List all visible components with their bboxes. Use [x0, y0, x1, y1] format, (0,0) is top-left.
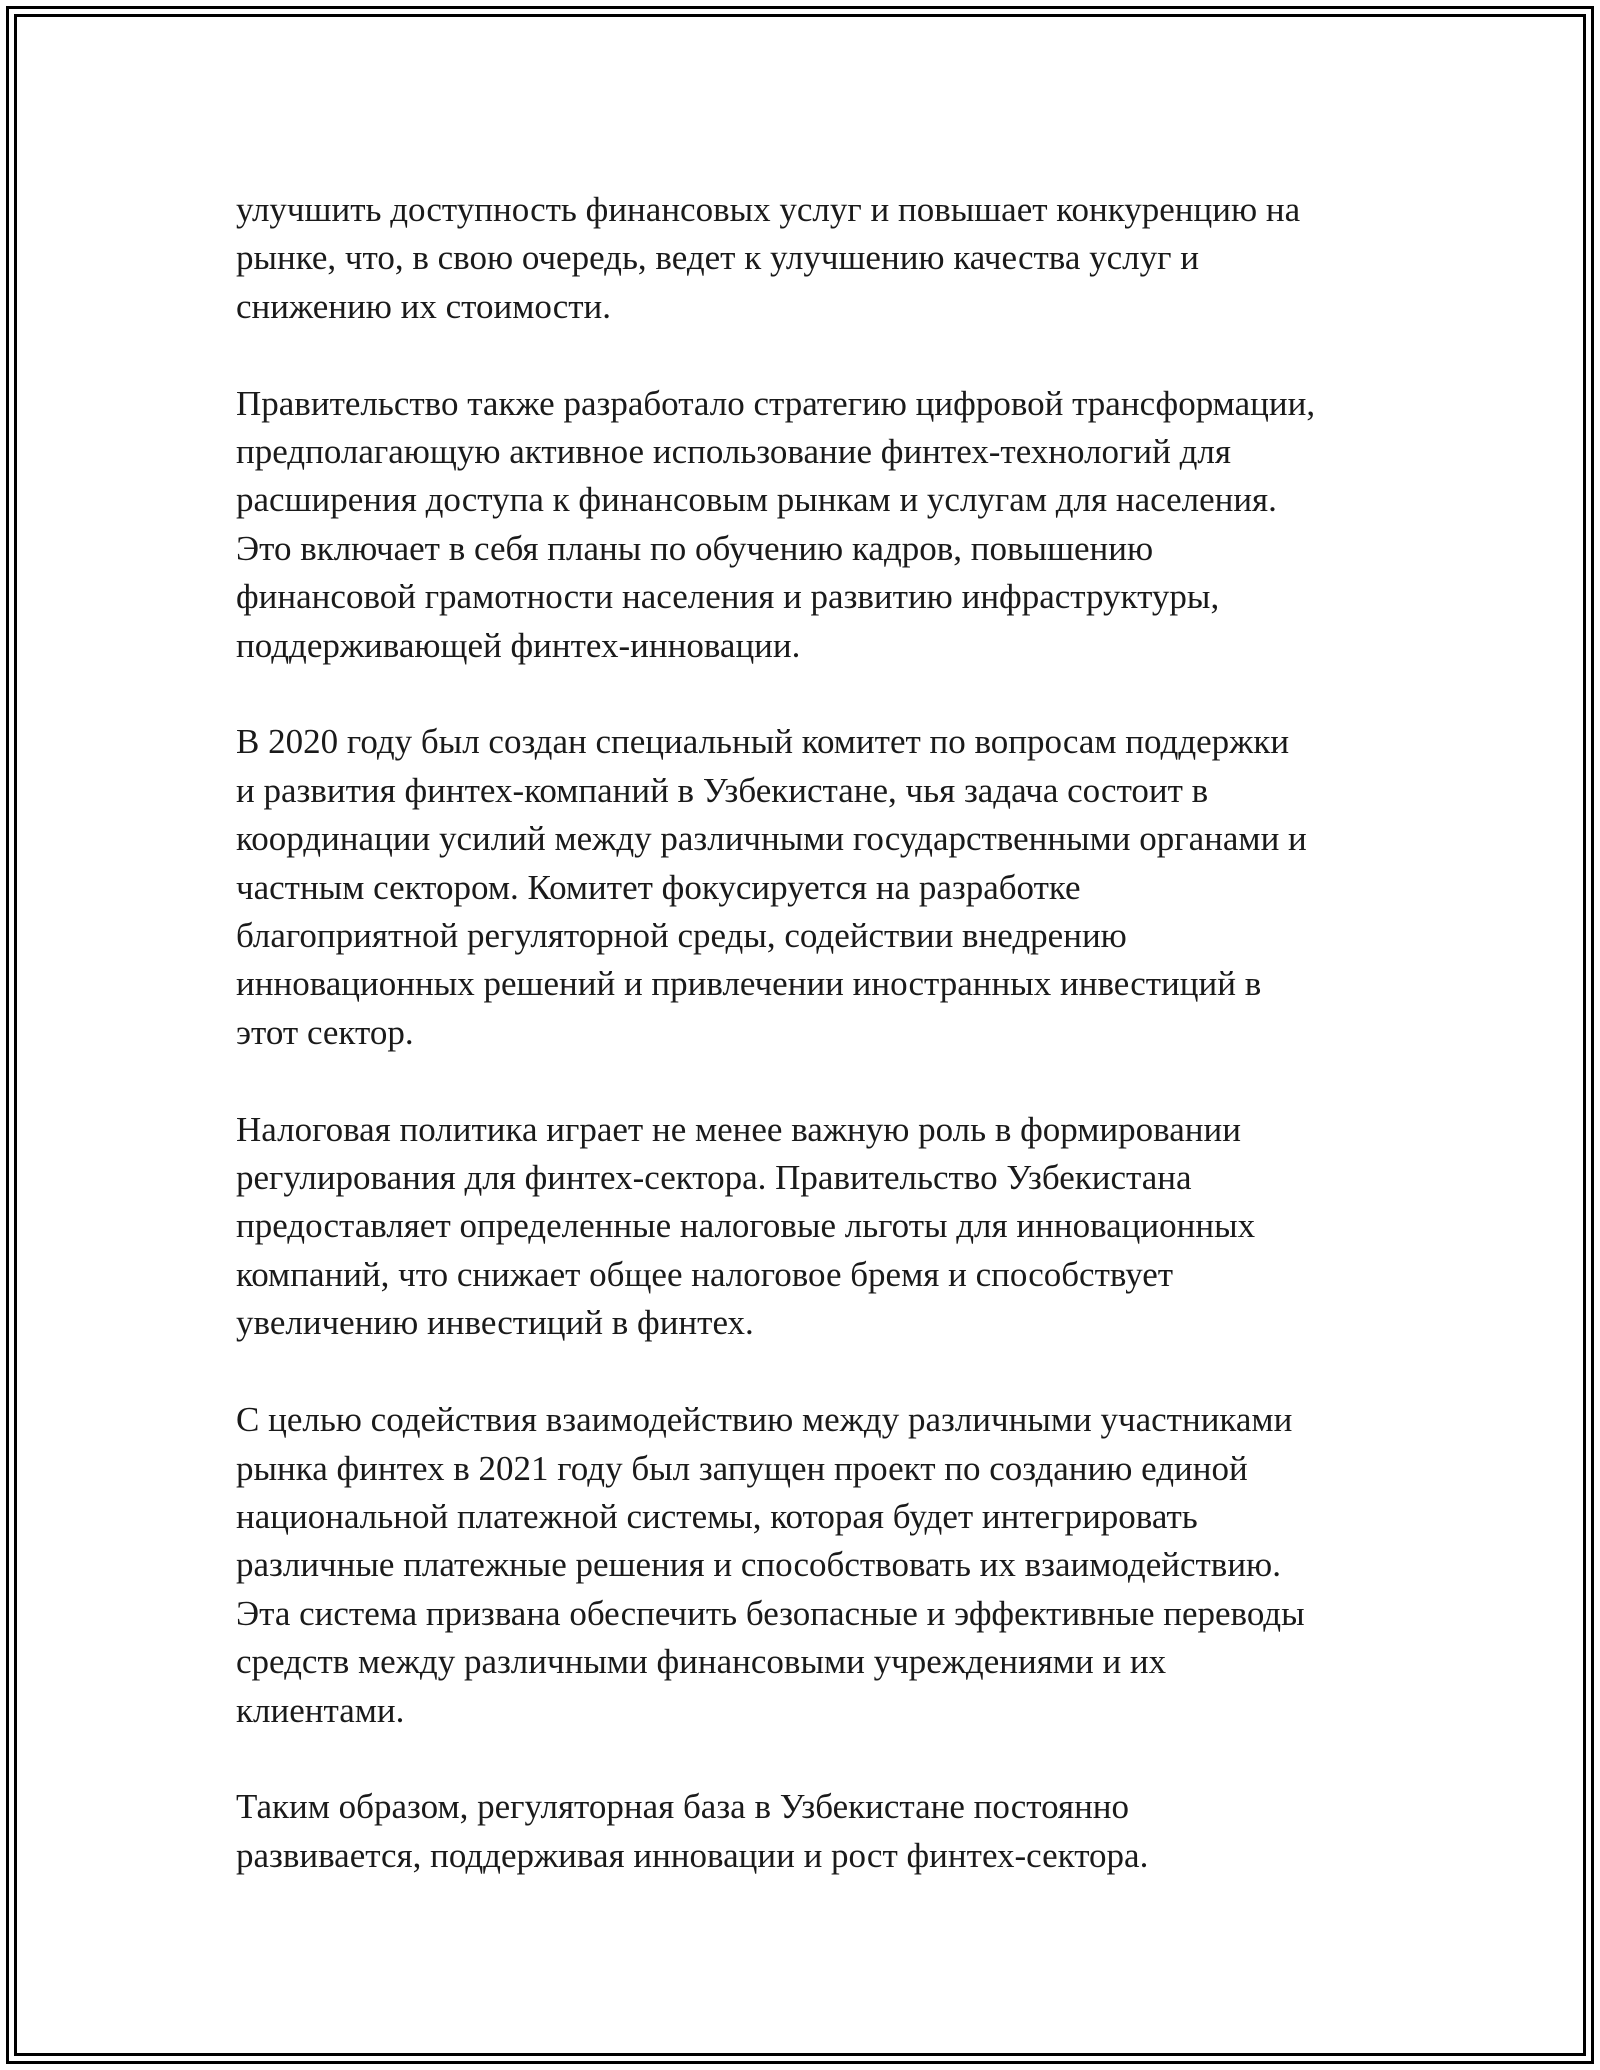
paragraph: улучшить доступность финансовых услуг и повышает конкуренцию на рынке, что, в свою очередь, ведет к улучшению качества услуг и снижению их стоимости.: [236, 190, 1301, 326]
paragraph: В 2020 году был создан специальный комитет по вопросам поддержки и развития финтех-компаний в Узбекистане, чья задача состоит в координации усилий между различными государственными органами и частным сектором. Комитет фокусируется на разработке благоприятной регуляторной среды, содействии внедрению инновационных решений и привлечении иностранных инвестиций в этот сектор.: [236, 722, 1307, 1052]
document-body: [236, 186, 1406, 1880]
paragraph: Правительство также разработало стратегию цифровой трансформации, предполагающую активное использование финтех-технологий для расширения доступа к финансовым рынкам и услугам для населения. Это включает в себя планы по обучению кадров, повышению финансовой грамотности населения и развитию инфраструктуры, поддерживающей финтех-инновации.: [236, 383, 1316, 665]
paragraph: Налоговая политика играет не менее важную роль в формировании регулирования для финтех-сектора. Правительство Узбекистана предоставляет определенные налоговые льготы для инновационных компаний, что снижает общее налоговое бремя и способствует увеличению инвестиций в финтех.: [236, 1109, 1256, 1343]
paragraph: С целью содействия взаимодействию между различными участниками рынка финтех в 2021 году был запущен проект по созданию единой национальной платежной системы, которая будет интегрировать различные платежные решения и способствовать их взаимодействию. Эта система призвана обеспечить безопасные и эффективные переводы средств между различными финансовыми учреждениями и их клиентами.: [236, 1400, 1305, 1730]
paragraph: Таким образом, регуляторная база в Узбекистане постоянно развивается, поддерживая инновации и рост финтех-сектора.: [236, 1787, 1149, 1875]
